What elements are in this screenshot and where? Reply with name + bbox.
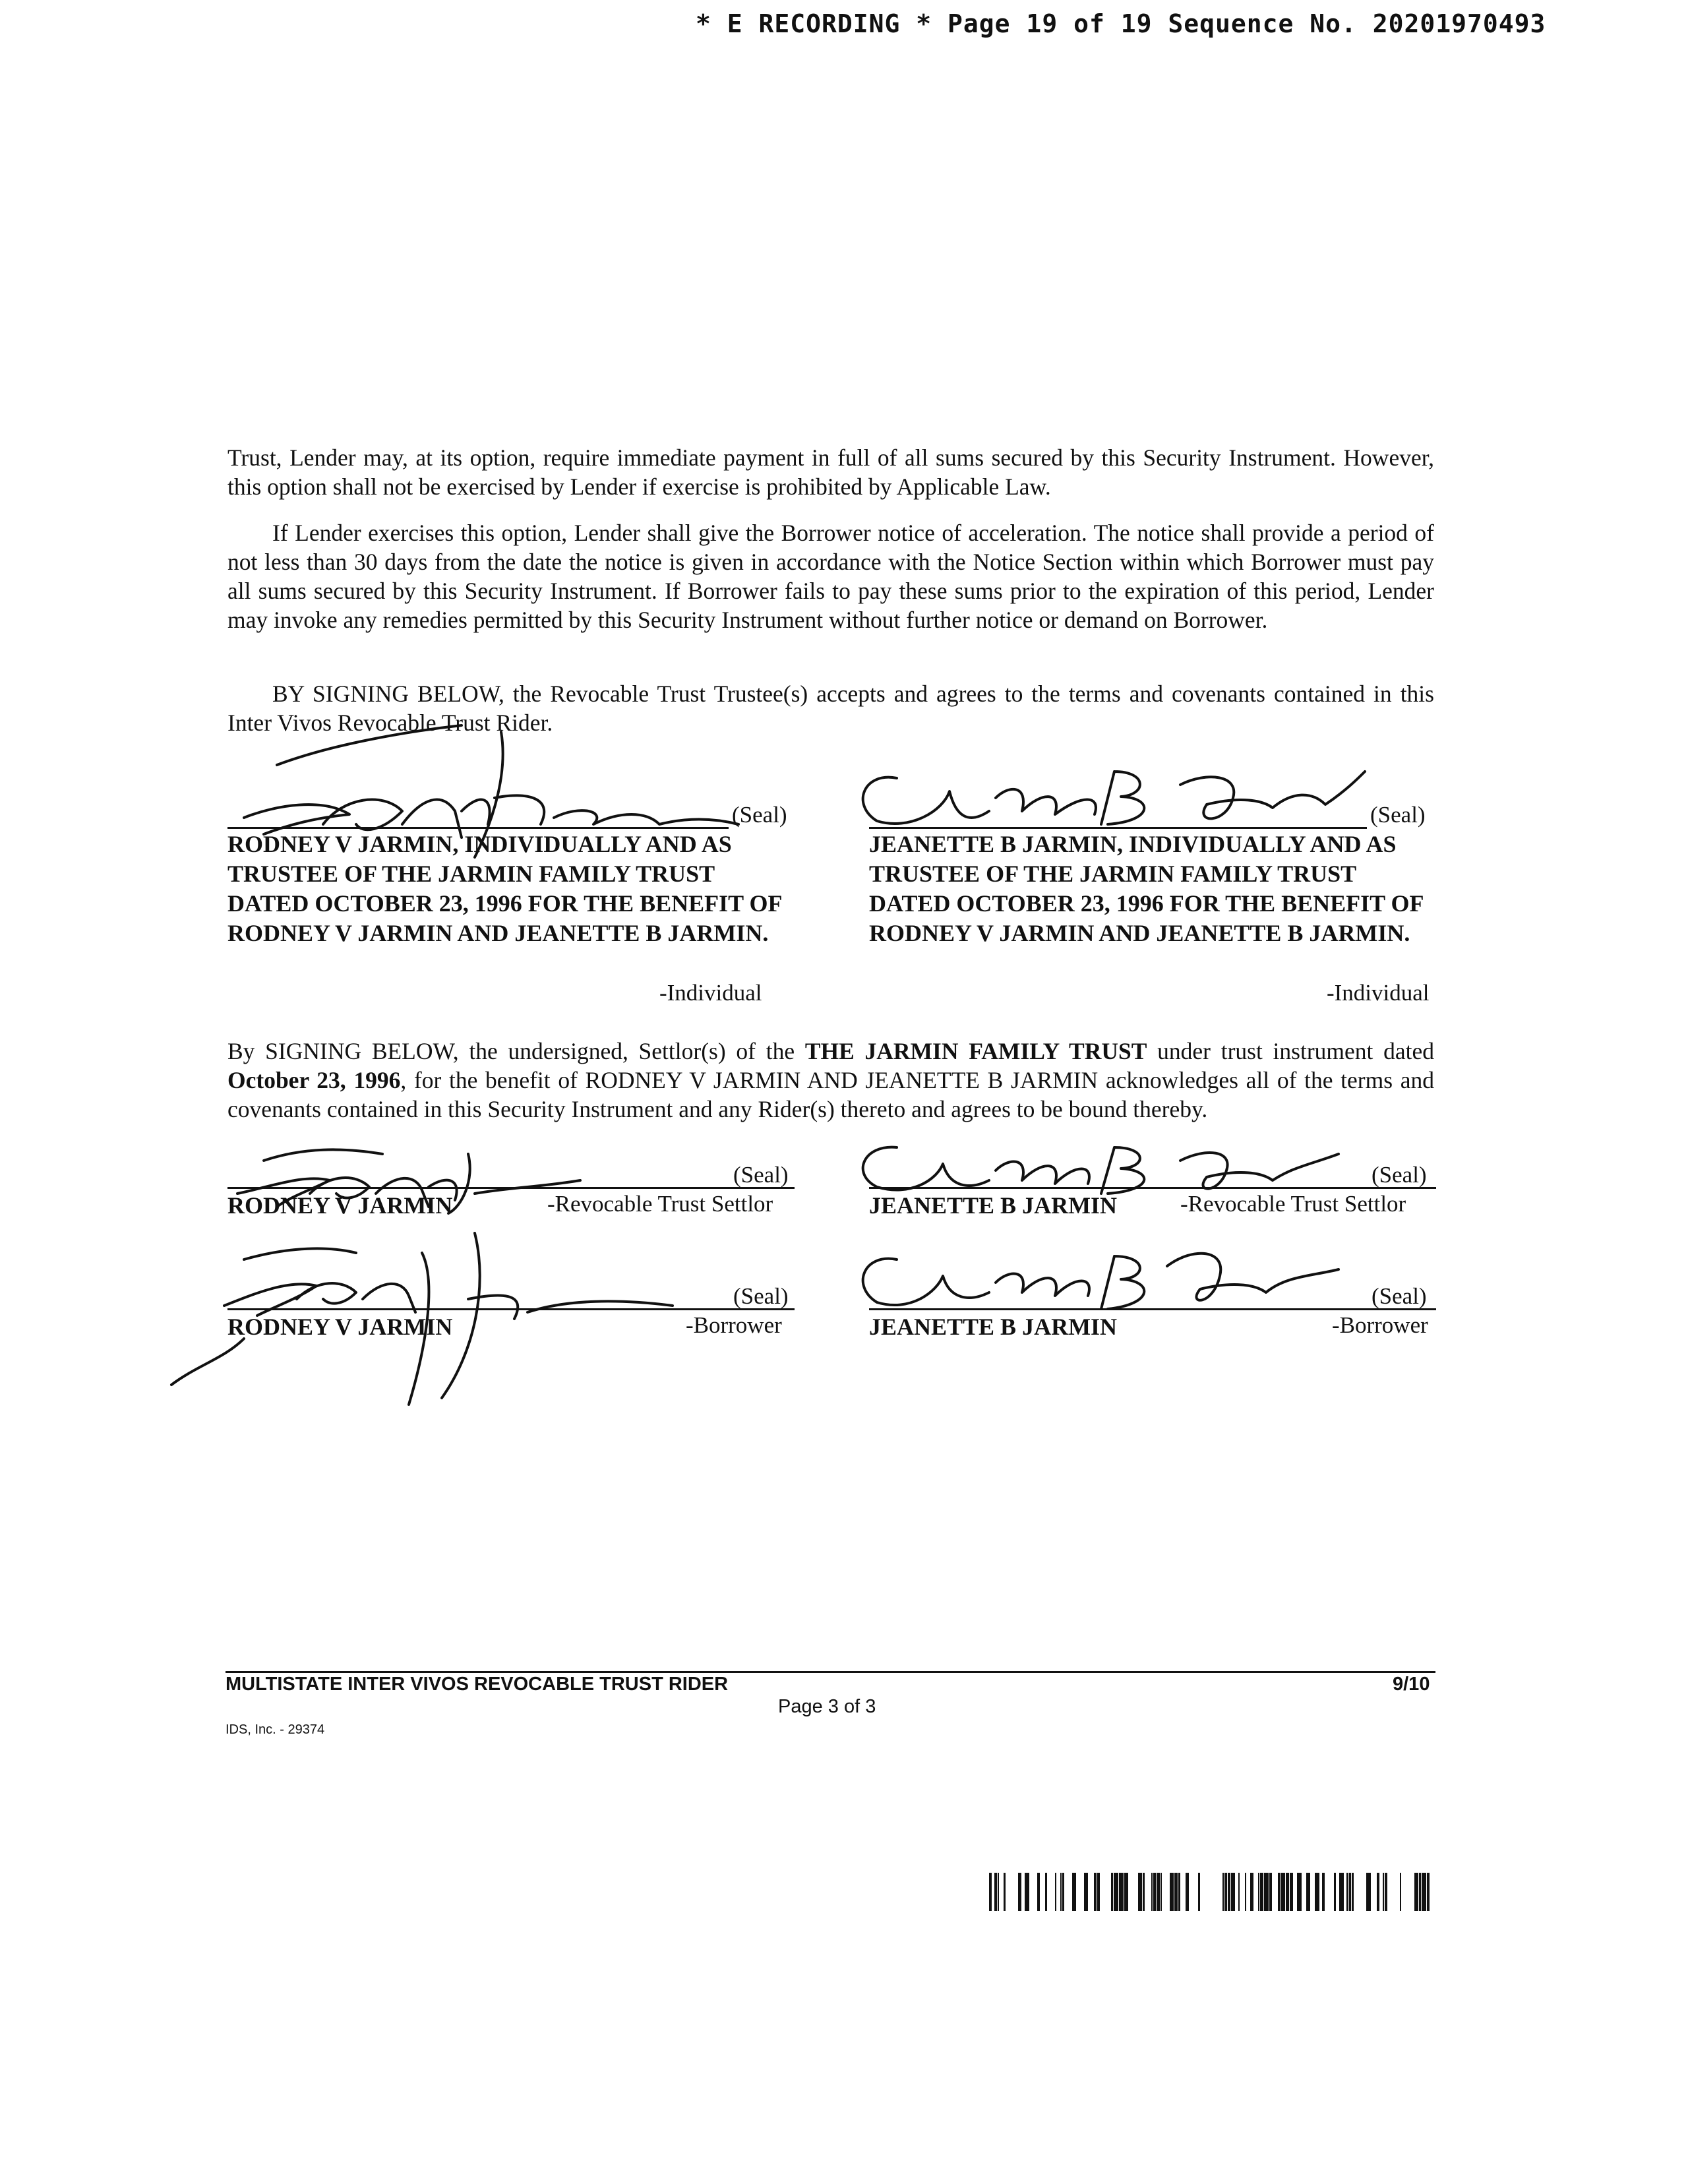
signer-name: RODNEY V JARMIN bbox=[227, 1192, 453, 1219]
barcode-bar bbox=[1224, 1873, 1227, 1911]
barcode-bar bbox=[1260, 1873, 1263, 1911]
page-number: Page 3 of 3 bbox=[778, 1696, 876, 1717]
barcode-bar bbox=[998, 1873, 999, 1911]
settlor-text-part: under trust instrument dated bbox=[1147, 1038, 1435, 1064]
barcode-bar bbox=[1055, 1873, 1056, 1911]
barcode-bar bbox=[1322, 1873, 1325, 1911]
barcode-bar bbox=[1346, 1873, 1348, 1911]
role-label: -Individual bbox=[1327, 980, 1430, 1006]
signature-rodney-settlor bbox=[171, 1134, 673, 1213]
barcode-bar bbox=[1153, 1873, 1156, 1911]
signature-jeanette-settlor bbox=[837, 1134, 1352, 1207]
settlor-text-part: By SIGNING BELOW, the undersigned, Settlor(s) of the bbox=[227, 1038, 805, 1064]
role-label: -Revocable Trust Settlor bbox=[1180, 1191, 1406, 1217]
barcode-bar bbox=[1290, 1873, 1293, 1911]
form-title: MULTISTATE INTER VIVOS REVOCABLE TRUST RIDER bbox=[226, 1674, 729, 1695]
barcode-bar bbox=[1297, 1873, 1302, 1911]
barcode-bar bbox=[1264, 1873, 1269, 1911]
signer-name: RODNEY V JARMIN bbox=[227, 1314, 453, 1340]
barcode-bar bbox=[1170, 1873, 1174, 1911]
recording-header: * E RECORDING * Page 19 of 19 Sequence No. 20201970493 bbox=[696, 9, 1546, 38]
role-label: -Revocable Trust Settlor bbox=[547, 1191, 773, 1217]
barcode-bar bbox=[1045, 1873, 1047, 1911]
barcode-bar bbox=[1062, 1873, 1064, 1911]
barcode-bar bbox=[1119, 1873, 1124, 1911]
barcode-bar bbox=[1138, 1873, 1142, 1911]
barcode-bar bbox=[1349, 1873, 1351, 1911]
signer-name: JEANETTE B JARMIN bbox=[869, 1192, 1118, 1219]
barcode-bar bbox=[1097, 1873, 1100, 1911]
barcode-bar bbox=[994, 1873, 997, 1911]
barcode-bar bbox=[1018, 1873, 1021, 1911]
seal-label: (Seal) bbox=[733, 1162, 789, 1188]
trustee-name-block: RODNEY V JARMIN, INDIVIDUALLY AND AS TRUSTEE OF THE JARMIN FAMILY TRUST DATED OCTOBER 23, 1996 FOR THE BENEFIT OF RODNEY V JARMIN AND JEANETTE B JARMIN. bbox=[227, 831, 782, 946]
barcode-bar bbox=[1352, 1873, 1354, 1911]
barcode-bar bbox=[1111, 1873, 1113, 1911]
trustee-name-block: JEANETTE B JARMIN, INDIVIDUALLY AND AS TRUSTEE OF THE JARMIN FAMILY TRUST DATED OCTOBER 23, 1996 FOR THE BENEFIT OF RODNEY V JARMIN AND JEANETTE B JARMIN. bbox=[869, 831, 1424, 946]
barcode-bar bbox=[1025, 1873, 1029, 1911]
barcode-bar bbox=[1366, 1873, 1371, 1911]
signature-jeanette-trustee bbox=[837, 758, 1378, 837]
form-revision: 9/10 bbox=[1393, 1674, 1430, 1695]
barcode-bar bbox=[1186, 1873, 1189, 1911]
barcode-bar bbox=[1286, 1873, 1289, 1911]
barcode-bar bbox=[1258, 1873, 1259, 1911]
barcode-bar bbox=[1281, 1873, 1285, 1911]
signature-rodney-borrower bbox=[158, 1207, 686, 1418]
barcode-bar bbox=[1004, 1873, 1006, 1911]
signature-rodney-trustee bbox=[185, 719, 765, 864]
barcode-bar bbox=[1060, 1873, 1062, 1911]
barcode-bar bbox=[1377, 1873, 1379, 1911]
barcode-bar bbox=[1427, 1873, 1430, 1911]
barcode-bar bbox=[1222, 1873, 1224, 1911]
barcode-bar bbox=[1231, 1873, 1235, 1911]
barcode-bar bbox=[1238, 1873, 1240, 1911]
barcode-bar bbox=[1037, 1873, 1040, 1911]
barcode bbox=[989, 1873, 1436, 1911]
barcode-bar bbox=[1157, 1873, 1160, 1911]
barcode-bar bbox=[1269, 1873, 1272, 1911]
barcode-bar bbox=[1160, 1873, 1162, 1911]
barcode-bar bbox=[1306, 1873, 1310, 1911]
role-label: -Individual bbox=[659, 980, 762, 1006]
barcode-bar bbox=[1228, 1873, 1230, 1911]
paragraph-acceleration-intro: Trust, Lender may, at its option, require immediate payment in full of all sums secured by this Security Instrument. However, this option shall not be exercised by Lender if exercise is prohibited by Applicable Law. bbox=[227, 444, 1434, 500]
barcode-bar bbox=[989, 1873, 992, 1911]
barcode-bar bbox=[1419, 1873, 1421, 1911]
barcode-bar bbox=[1385, 1873, 1387, 1911]
seal-label: (Seal) bbox=[1370, 802, 1426, 828]
signer-name: JEANETTE B JARMIN bbox=[869, 1314, 1118, 1340]
seal-label: (Seal) bbox=[733, 1283, 789, 1309]
trust-name: THE JARMIN FAMILY TRUST bbox=[804, 1038, 1147, 1064]
barcode-bar bbox=[1278, 1873, 1281, 1911]
barcode-bar bbox=[1383, 1873, 1384, 1911]
barcode-bar bbox=[1422, 1873, 1426, 1911]
paragraph-acceleration-notice: If Lender exercises this option, Lender shall give the Borrower notice of acceleration. The notice shall provide a period of not less than 30 days from the date the notice is given in accordance with the Notice Section within which Borrower must pay all sums secured by this Security Instrument. If Borrower fails to pay these sums prior to the expiration of this period, Lender may invoke any remedies permitted by this Security Instrument without further notice or demand on Borrower. bbox=[227, 520, 1434, 633]
trust-date: October 23, 1996 bbox=[227, 1067, 401, 1093]
barcode-bar bbox=[1151, 1873, 1153, 1911]
barcode-bar bbox=[1315, 1873, 1319, 1911]
paragraph-settlor-acknowledgement bbox=[227, 1037, 1434, 1124]
seal-label: (Seal) bbox=[1372, 1283, 1427, 1309]
footer-rule bbox=[226, 1671, 1435, 1673]
barcode-bar bbox=[1400, 1873, 1401, 1911]
barcode-bar bbox=[1245, 1873, 1246, 1911]
barcode-bar bbox=[1178, 1873, 1180, 1911]
barcode-bar bbox=[1124, 1873, 1128, 1911]
barcode-bar bbox=[1414, 1873, 1418, 1911]
role-label: -Borrower bbox=[1332, 1312, 1428, 1338]
barcode-bar bbox=[1250, 1873, 1253, 1911]
barcode-bar bbox=[1114, 1873, 1118, 1911]
barcode-bar bbox=[1339, 1873, 1344, 1911]
barcode-bar bbox=[1334, 1873, 1336, 1911]
settlor-text-part: , for the benefit of RODNEY V JARMIN AND JEANETTE B JARMIN acknowledges all of the terms and covenants contained in this Security Instrument and any Rider(s) thereto and agrees to be bound thereby. bbox=[227, 1067, 1434, 1122]
signature-jeanette-borrower bbox=[837, 1240, 1352, 1325]
barcode-bar bbox=[1143, 1873, 1145, 1911]
barcode-bar bbox=[1084, 1873, 1088, 1911]
barcode-bar bbox=[1072, 1873, 1076, 1911]
barcode-bar bbox=[1174, 1873, 1178, 1911]
vendor-code: IDS, Inc. - 29374 bbox=[226, 1722, 325, 1737]
seal-label: (Seal) bbox=[732, 802, 787, 828]
barcode-bar bbox=[1198, 1873, 1200, 1911]
role-label: -Borrower bbox=[686, 1312, 782, 1338]
seal-label: (Seal) bbox=[1372, 1162, 1427, 1188]
barcode-bar bbox=[1094, 1873, 1097, 1911]
paragraph-trustee-acceptance: BY SIGNING BELOW, the Revocable Trust Trustee(s) accepts and agrees to the terms and covenants contained in this Inter Vivos Revocable Trust Rider. bbox=[227, 681, 1434, 736]
